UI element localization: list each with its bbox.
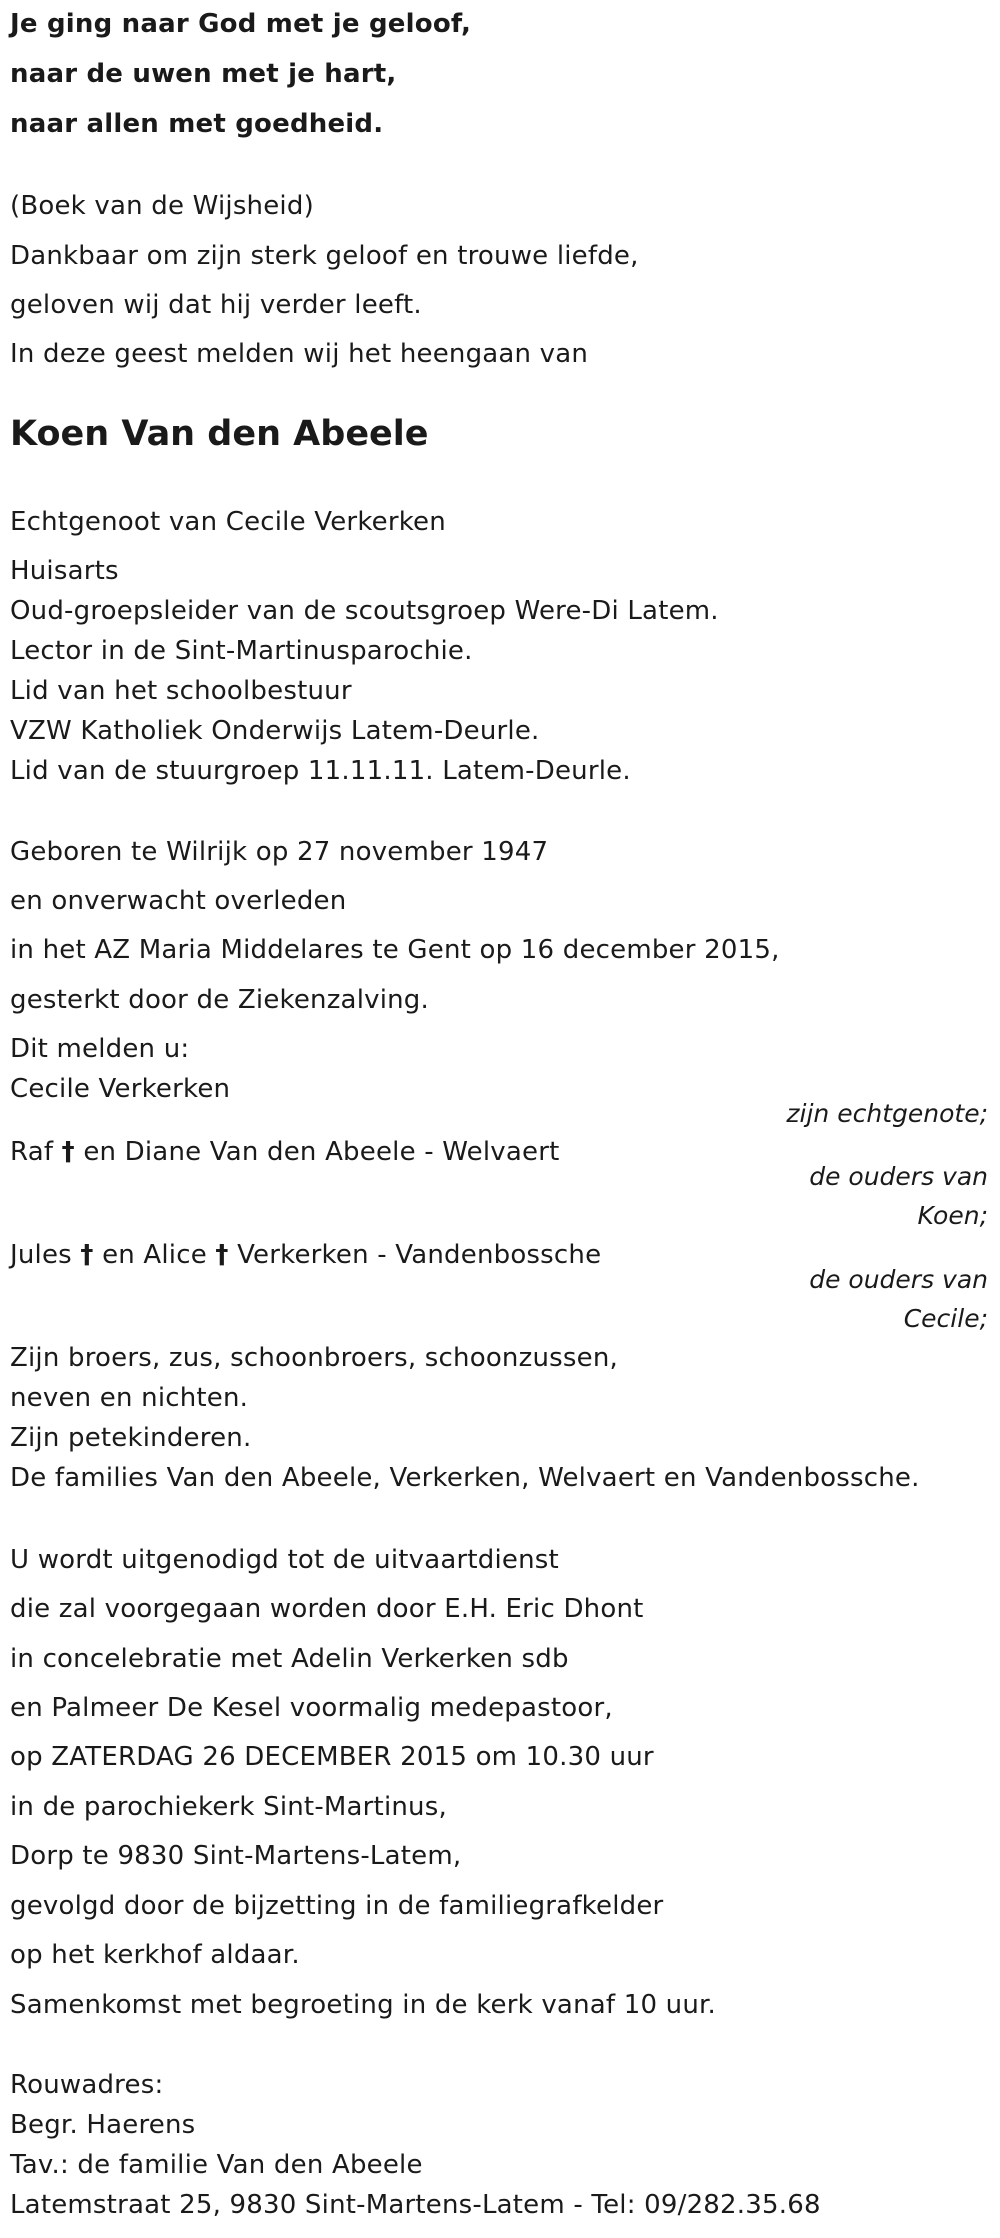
in-laws-middle: en Alice: [102, 1240, 207, 1270]
in-laws-line: [10, 1239, 601, 1271]
funeral-line-1: U wordt uitgenodigd tot de uitvaartdienst: [10, 1545, 559, 1575]
address-line-4: Latemstraat 25, 9830 Sint-Martens-Latem - Tel: 09/282.35.68: [10, 2190, 821, 2220]
funeral-line-2: die zal voorgegaan worden door E.H. Eric Dhont: [10, 1594, 644, 1624]
spouse-relation: zijn echtgenote;: [786, 1099, 988, 1128]
announcers-intro: Dit melden u:: [10, 1034, 190, 1064]
role-line-4: Lid van het schoolbestuur: [10, 676, 352, 706]
deceased-name: Koen Van den Abeele: [10, 414, 429, 454]
others-line-4: De families Van den Abeele, Verkerken, Welvaert en Vandenbossche.: [10, 1463, 920, 1493]
parents-rest: en Diane Van den Abeele - Welvaert: [83, 1137, 560, 1167]
parents-relation-2: Koen;: [917, 1201, 988, 1230]
others-line-1: Zijn broers, zus, schoonbroers, schoonzussen,: [10, 1343, 618, 1373]
parents-relation-1: de ouders van: [809, 1162, 988, 1191]
life-line-3: in het AZ Maria Middelares te Gent op 16 december 2015,: [10, 935, 780, 965]
address-line-1: Rouwadres:: [10, 2070, 164, 2100]
life-line-2: en onverwacht overleden: [10, 886, 347, 916]
funeral-line-7: Dorp te 9830 Sint-Martens-Latem,: [10, 1841, 462, 1871]
intro-line-1: (Boek van de Wijsheid): [10, 191, 314, 221]
spouse-line: Echtgenoot van Cecile Verkerken: [10, 507, 446, 537]
address-line-3: Tav.: de familie Van den Abeele: [10, 2150, 423, 2180]
parents-line: [10, 1136, 560, 1168]
in-laws-relation-2: Cecile;: [903, 1304, 988, 1333]
role-line-5: VZW Katholiek Onderwijs Latem-Deurle.: [10, 716, 540, 746]
others-line-2: neven en nichten.: [10, 1383, 249, 1413]
funeral-line-4: en Palmeer De Kesel voormalig medepastoor,: [10, 1693, 613, 1723]
parents-father: Raf: [10, 1137, 54, 1167]
life-line-4: gesterkt door de Ziekenzalving.: [10, 985, 429, 1015]
role-line-2: Oud-groepsleider van de scoutsgroep Were-Di Latem.: [10, 596, 719, 626]
in-laws-relation-1: de ouders van: [809, 1265, 988, 1294]
verse-line-1: Je ging naar God met je geloof,: [10, 9, 472, 39]
role-line-1: Huisarts: [10, 556, 119, 586]
verse-line-2: naar de uwen met je hart,: [10, 59, 397, 89]
funeral-line-3: in concelebratie met Adelin Verkerken sdb: [10, 1644, 569, 1674]
in-laws-rest: Verkerken - Vandenbossche: [237, 1240, 602, 1270]
funeral-line-10: Samenkomst met begroeting in de kerk vanaf 10 uur.: [10, 1990, 716, 2020]
spouse-name: Cecile Verkerken: [10, 1074, 231, 1104]
funeral-line-9: op het kerkhof aldaar.: [10, 1940, 300, 1970]
role-line-6: Lid van de stuurgroep 11.11.11. Latem-Deurle.: [10, 756, 631, 786]
cross-icon: †: [80, 1240, 94, 1270]
cross-icon: †: [215, 1240, 229, 1270]
verse-line-3: naar allen met goedheid.: [10, 109, 384, 139]
address-line-2: Begr. Haerens: [10, 2110, 196, 2140]
intro-line-3: geloven wij dat hij verder leeft.: [10, 290, 422, 320]
intro-line-4: In deze geest melden wij het heengaan van: [10, 339, 589, 369]
funeral-line-8: gevolgd door de bijzetting in de familiegrafkelder: [10, 1891, 664, 1921]
cross-icon: †: [61, 1137, 75, 1167]
funeral-line-6: in de parochiekerk Sint-Martinus,: [10, 1792, 447, 1822]
life-line-1: Geboren te Wilrijk op 27 november 1947: [10, 837, 549, 867]
funeral-line-5: op ZATERDAG 26 DECEMBER 2015 om 10.30 uur: [10, 1742, 654, 1772]
in-laws-father: Jules: [10, 1240, 72, 1270]
others-line-3: Zijn petekinderen.: [10, 1423, 252, 1453]
intro-line-2: Dankbaar om zijn sterk geloof en trouwe liefde,: [10, 241, 639, 271]
role-line-3: Lector in de Sint-Martinusparochie.: [10, 636, 473, 666]
